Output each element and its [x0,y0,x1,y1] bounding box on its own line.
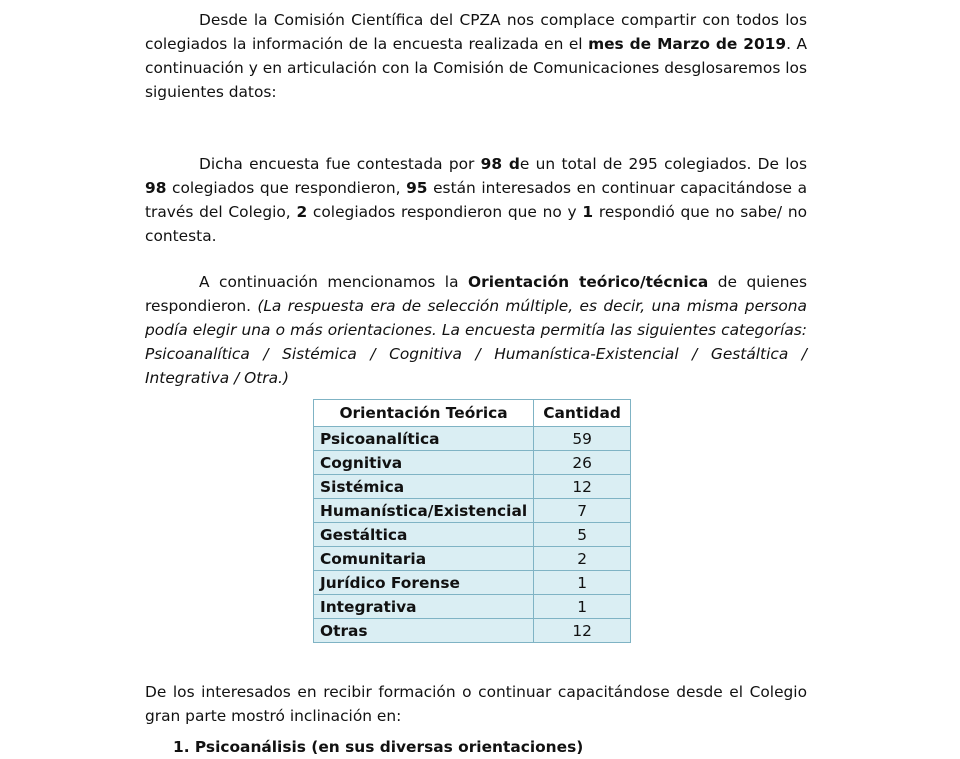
orientation-name: Integrativa [314,595,534,619]
header-orientation: Orientación Teórica [314,400,534,427]
survey-responses-paragraph: Dicha encuesta fue contestada por 98 de un total de 295 colegiados. De los 98 colegiados que respondieron, 95 están interesados en continuar capacitándose a través del Colegio, 2 colegiados respondieron que no y 1 respondió que no sabe/ no contesta. [145,155,808,245]
intro-paragraph: Desde la Comisión Científica del CPZA nos complace compartir con todos los colegiados la información de la encuesta realizada en el mes de Marzo de 2019. A continuación y en articulación con la Comisión de Comunicaciones desglosaremos los siguientes datos: [145,11,807,101]
orientation-name: Otras [314,619,534,643]
orientation-name: Humanística/Existencial [314,499,534,523]
orientation-count: 2 [534,547,631,571]
orientation-name: Cognitiva [314,451,534,475]
interests-paragraph: De los interesados en recibir formación o continuar capacitándose desde el Colegio gran parte mostró inclinación en: [145,683,807,725]
orientation-table [313,399,631,643]
survey-date: mes de Marzo de 2019 [588,35,787,53]
table-row [314,427,631,451]
table-row [314,547,631,571]
orientation-name: Jurídico Forense [314,571,534,595]
orientation-name: Comunitaria [314,547,534,571]
table-row [314,451,631,475]
table-header-row [314,400,631,427]
table-row [314,571,631,595]
orientation-count: 59 [534,427,631,451]
orientation-name: Gestáltica [314,523,534,547]
orientation-paragraph: A continuación mencionamos la Orientación teórico/técnica de quienes respondieron. (La respuesta era de selección múltiple, es decir, una misma persona podía elegir una o más orientaciones. La encuesta permitía las siguientes categorías: Psicoanalítica / Sistémica / Cognitiva / Humanística-Existencial / Gestáltica / Integrativa / Otra.) [145,273,807,387]
table-row [314,475,631,499]
orientation-count: 1 [534,571,631,595]
orientation-name: Psicoanalítica [314,427,534,451]
table-row [314,595,631,619]
orientation-count: 5 [534,523,631,547]
orientation-count: 1 [534,595,631,619]
orientation-count: 26 [534,451,631,475]
orientation-name: Sistémica [314,475,534,499]
table-row [314,523,631,547]
table-row [314,499,631,523]
orientation-count: 7 [534,499,631,523]
list-item: 1. Psicoanálisis (en sus diversas orientaciones) [173,738,584,756]
orientation-count: 12 [534,475,631,499]
orientation-count: 12 [534,619,631,643]
table-row [314,619,631,643]
header-count: Cantidad [534,400,631,427]
